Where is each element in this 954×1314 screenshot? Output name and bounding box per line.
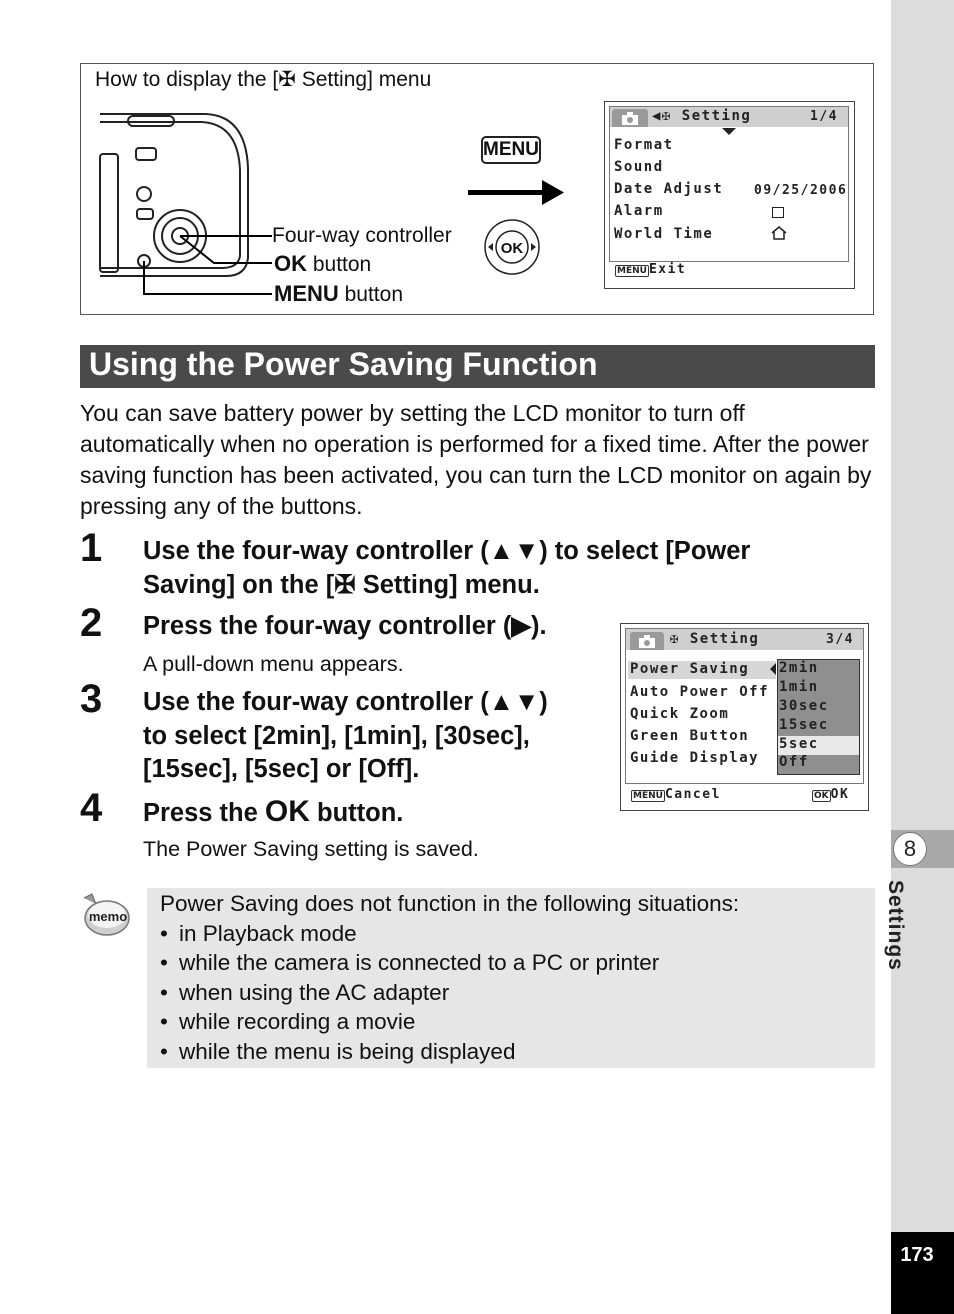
memo-list [160, 919, 739, 1067]
chapter-label: Settings [884, 880, 907, 971]
intro-paragraph: You can save battery power by setting the LCD monitor to turn off automatically when no operation is performed for a fixed time. After the power saving function has been activated, you can turn the LCD monitor on again by pressing any of the buttons. [80, 400, 872, 519]
pulldown-option: 1min [779, 679, 819, 695]
screen-3-row: Green Button [630, 728, 750, 744]
pulldown-option: 30sec [779, 698, 829, 714]
home-icon [771, 226, 787, 240]
step-text: Press the four-way controller (▶). [143, 612, 547, 640]
step-number: 1 [80, 526, 103, 570]
step-text: Use the four-way controller (▲▼) to select [2min], [1min], [30sec], [15sec], [5sec] or [Off]. [143, 688, 548, 783]
screen-3-footer-cancel: MENU Cancel [633, 787, 721, 802]
step-text: Press the OK button. [143, 795, 404, 828]
svg-text:OK: OK [500, 240, 524, 257]
screen-1-row: Date Adjust [614, 181, 724, 197]
memo-intro: Power Saving does not function in the following situations: [160, 891, 740, 916]
camera-icon [630, 632, 664, 650]
pulldown-option: Off [779, 754, 809, 770]
memo-list-item: • when using the AC adapter [160, 979, 450, 1005]
screen-3-footer-ok: OK OK [814, 787, 850, 802]
memo-text [160, 889, 739, 1066]
arrow-right-icon [468, 178, 566, 208]
ok-controller-icon [483, 218, 541, 276]
memo-list-item: • while the camera is connected to a PC or printer [160, 950, 660, 975]
svg-text:memo: memo [88, 909, 128, 924]
step-subtext: The Power Saving setting is saved. [143, 837, 479, 861]
screen-1-row: Format [614, 137, 674, 153]
ok-button-label: OK button [274, 251, 372, 276]
page-number: 173 [900, 1244, 934, 1266]
menu-button-label: MENU button [274, 281, 404, 306]
screen-1-header-title: ◀✠ Setting [652, 108, 752, 124]
menu-key-chip: MENU [633, 791, 663, 801]
screen-3-row: Quick Zoom [630, 706, 730, 722]
alarm-off-icon [772, 207, 784, 218]
left-arrow-icon [770, 663, 776, 675]
step-text: Use the four-way controller (▲▼) to select [Power Saving] on the [✠ Setting] menu. [143, 537, 751, 599]
screen-3-row: Power Saving [630, 661, 750, 677]
howto-title: How to display the [✠ Setting] menu [95, 68, 432, 91]
pulldown-option: 15sec [779, 717, 829, 733]
step-number: 4 [80, 786, 103, 830]
camera-icon [612, 109, 648, 127]
side-tab [891, 0, 954, 1314]
chapter-number: 8 [893, 832, 927, 866]
ok-key-chip: OK [814, 791, 829, 801]
menu-key-chip: MENU [617, 266, 647, 276]
menu-key-icon: MENU [481, 136, 541, 164]
memo-list-item: • in Playback mode [160, 920, 357, 946]
memo-list-item: • while recording a movie [160, 1009, 416, 1034]
down-arrow-icon [722, 128, 736, 135]
screen-3-row: Auto Power Off [630, 684, 770, 700]
camera-tab [630, 632, 664, 650]
screen-1-row: Alarm [614, 203, 664, 219]
camera-tab [612, 109, 648, 127]
pulldown-option-selected: 5sec [779, 736, 819, 752]
step-number: 2 [80, 601, 103, 645]
screen-1-footer: MENU Exit [617, 262, 687, 277]
four-way-controller-label: Four-way controller [272, 224, 452, 247]
step-subtext: A pull-down menu appears. [143, 652, 404, 676]
screen-3-page: 3/4 [826, 632, 854, 647]
memo-list-item: • while the menu is being displayed [160, 1038, 516, 1064]
memo-icon [80, 892, 132, 938]
date-value: 09/25/2006 [754, 183, 848, 198]
screen-1-page: 1/4 [810, 109, 838, 124]
screen-3-header-title: ✠ Setting [670, 631, 760, 647]
section-title: Using the Power Saving Function [89, 346, 598, 382]
pulldown-option: 2min [779, 660, 819, 676]
screen-1-row: World Time [614, 226, 714, 242]
step-number: 3 [80, 677, 103, 721]
screen-1-row: Sound [614, 159, 664, 175]
camera-back-illustration [96, 108, 276, 303]
screen-3-row: Guide Display [630, 750, 760, 766]
